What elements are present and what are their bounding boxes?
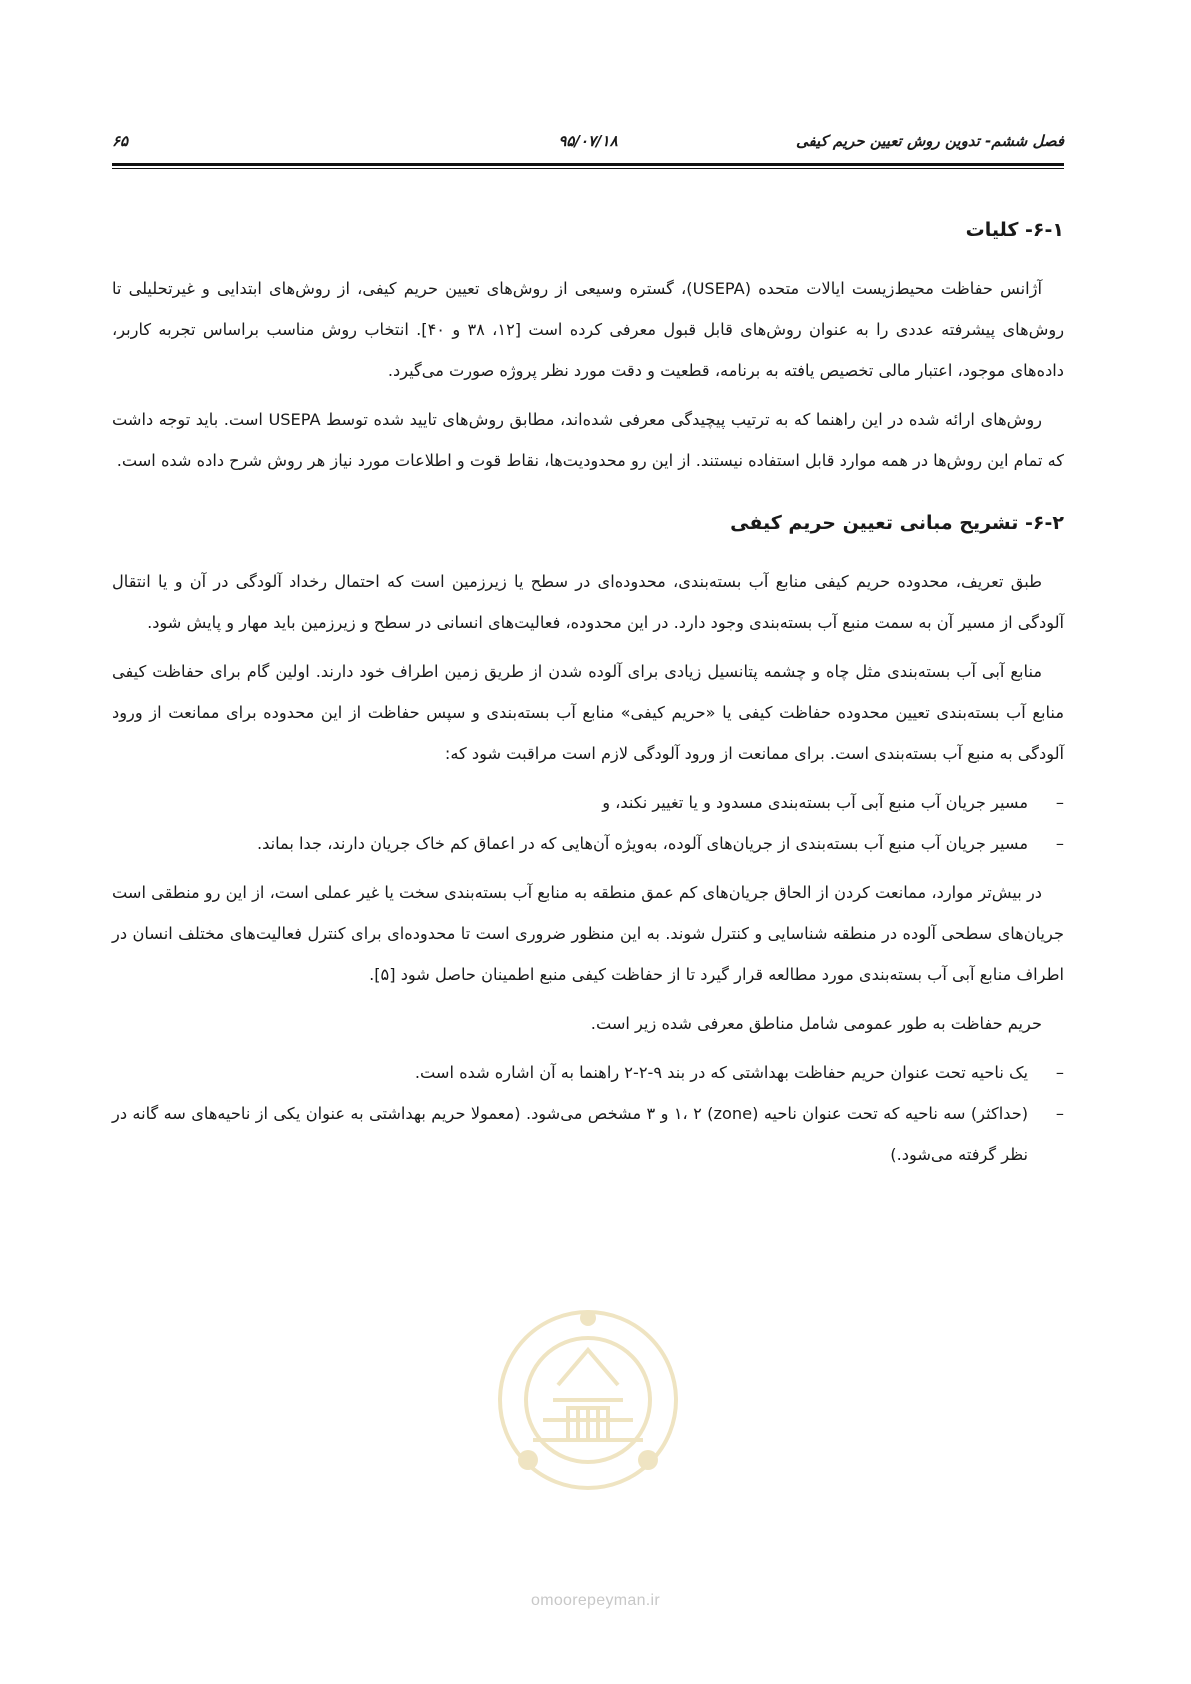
list-dash: – <box>1055 834 1064 853</box>
list-dash: – <box>1055 793 1064 812</box>
list-item <box>112 1093 1064 1175</box>
page-header <box>112 128 1064 156</box>
page-body <box>112 210 1064 1183</box>
header-date: ۹۵/۰۷/۱۸ <box>558 132 618 150</box>
list-item <box>112 823 1064 864</box>
paragraph: روش‌های ارائه شده در این راهنما که به ترتیب پیچیدگی معرفی شده‌اند، مطابق روش‌های تایید شده توسط USEPA است. باید توجه داشت که تمام این روش‌ها در همه موارد قابل استفاده نیستند. از این رو محدودیت‌ها، نقاط قوت و اطلاعات مورد نیاز هر روش شرح داده شده است. <box>112 410 1064 470</box>
watermark-seal-icon <box>488 1290 688 1510</box>
section-heading-principles: ۶-۲- تشریح مبانی تعیین حریم کیفی <box>730 512 1064 534</box>
list-item-text: مسیر جریان آب منبع آبی آب بسته‌بندی مسدود و یا تغییر نکند، و <box>602 793 1028 812</box>
list-item-text: (حداکثر) سه ناحیه که تحت عنوان ناحیه (zone) ۱، ۲ و ۳ مشخص می‌شود. (معمولا حریم بهداشتی به عنوان یکی از ناحیه‌های سه گانه در نظر گرفته می‌شود.) <box>112 1104 1029 1164</box>
zones-list <box>112 1052 1064 1175</box>
list-item-text: مسیر جریان آب منبع آب بسته‌بندی از جریان‌های آلوده، به‌ویژه آن‌هایی که در اعماق کم خاک جریان دارند، جدا بماند. <box>256 834 1028 853</box>
paragraph: آژانس حفاظت محیط‌زیست ایالات متحده (USEPA)، گستره وسیعی از روش‌های تعیین حریم کیفی، از روش‌های ابتدایی و غیرتحلیلی تا روش‌های پیشرفته عددی را به عنوان روش‌های قابل قبول معرفی کرده است [۱۲، ۳۸ و ۴۰]. انتخاب روش مناسب براساس تجربه کاربر، داده‌های موجود، اعتبار مالی تخصیص یافته به برنامه، قطعیت و دقت مورد نظر پروژه صورت می‌گیرد. <box>112 279 1065 380</box>
paragraph: طبق تعریف، محدوده حریم کیفی منابع آب بسته‌بندی، محدوده‌ای در سطح یا زیرزمین است که احتمال رخداد آلودگی در آن و یا انتقال آلودگی از مسیر آن به سمت منبع آب بسته‌بندی وجود دارد. در این محدوده، فعالیت‌های انسانی در سطح و زیرزمین باید مهار و پایش شود. <box>112 572 1064 632</box>
list-item-text: یک ناحیه تحت عنوان حریم حفاظت بهداشتی که در بند ۹-۲-۲ راهنما به آن اشاره شده است. <box>414 1063 1028 1082</box>
header-rule-thin <box>112 168 1064 169</box>
list-item <box>112 782 1064 823</box>
chapter-title: فصل ششم- تدوین روش تعیین حریم کیفی <box>795 132 1064 150</box>
section-heading-general: ۶-۱- کلیات <box>965 219 1064 241</box>
list-item <box>112 1052 1064 1093</box>
conditions-list <box>112 782 1064 864</box>
paragraph: در بیش‌تر موارد، ممانعت کردن از الحاق جریان‌های کم عمق منطقه به منابع آب بسته‌بندی سخت یا غیر عملی است، از این رو منطقی است جریان‌های سطحی آلوده در منطقه شناسایی و کنترل شوند. به این منظور ضروری است تا محدوده‌ای برای کنترل فعالیت‌های مختلف انسان در اطراف منابع آبی آب بسته‌بندی مورد مطالعه قرار گیرد تا از حفاظت کیفی منبع اطمینان حاصل شود [۵]. <box>112 883 1064 984</box>
paragraph: منابع آبی آب بسته‌بندی مثل چاه و چشمه پتانسیل زیادی برای آلوده شدن از طریق زمین اطراف خود دارند. اولین گام برای حفاظت کیفی منابع آب بسته‌بندی تعیین محدوده حفاظت کیفی یا «حریم کیفی» منابع آب بسته‌بندی و سپس حفاظت از این محدوده برای ممانعت از ورود آلودگی به منبع آب بسته‌بندی است. برای ممانعت از ورود آلودگی لازم است مراقبت شود که: <box>112 662 1064 763</box>
page-number: ۶۵ <box>112 132 129 150</box>
paragraph: حریم حفاظت به طور عمومی شامل مناطق معرفی شده زیر است. <box>590 1014 1042 1033</box>
list-dash: – <box>1055 1063 1064 1082</box>
list-dash: – <box>1055 1104 1064 1123</box>
header-rule-thick <box>112 163 1064 166</box>
watermark-url: omoorepeyman.ir <box>531 1592 660 1609</box>
